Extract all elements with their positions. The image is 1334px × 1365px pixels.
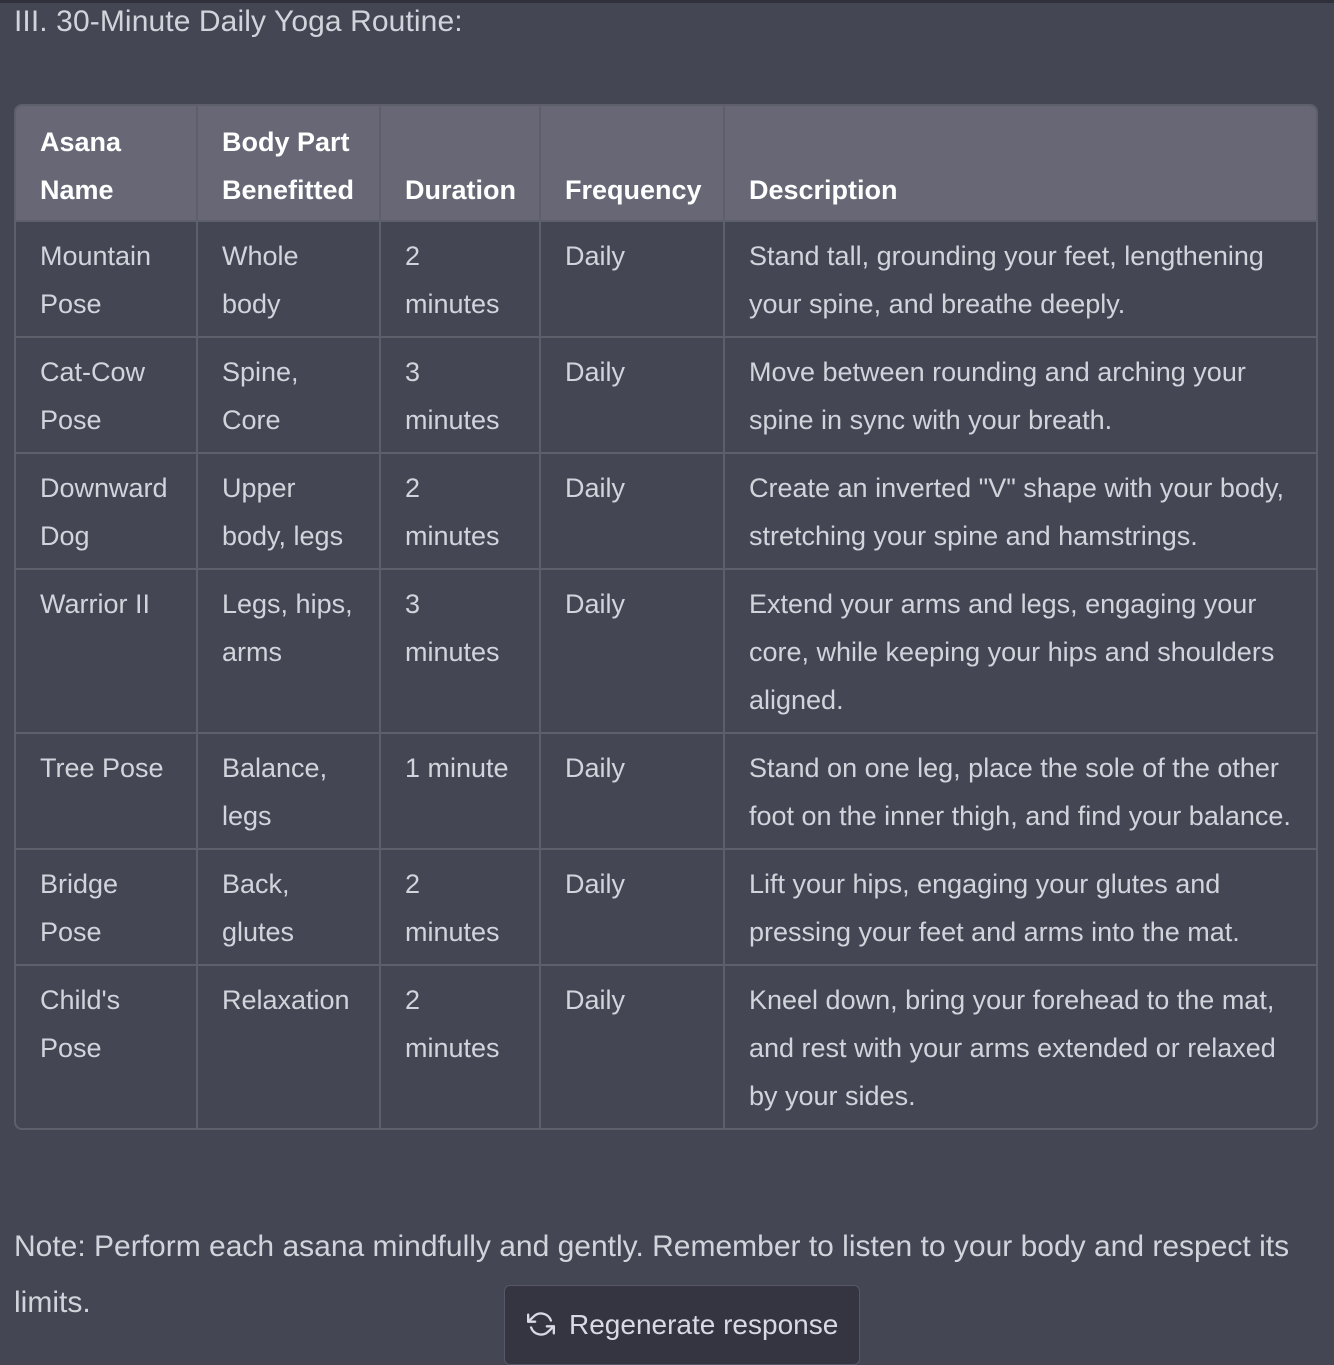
note-text: Note: Perform each asana mindfully and gently. Remember to listen to your body and respect its limits. [14,1230,1290,1319]
asana-cell: Bridge Pose [16,849,197,965]
body-part-cell: Relaxation [197,965,380,1128]
column-header-duration: Duration [380,106,540,221]
table-row [16,337,1316,453]
body-part-cell: Spine, Core [197,337,380,453]
asana-cell: Mountain Pose [16,221,197,337]
frequency-cell: Daily [540,569,724,733]
yoga-routine-table [14,104,1318,1130]
column-header-body-part: Body Part Benefitted [197,106,380,221]
table-row [16,221,1316,337]
duration-cell: 3 minutes [380,569,540,733]
description-cell: Lift your hips, engaging your glutes and pressing your feet and arms into the mat. [724,849,1316,965]
body-part-cell: Legs, hips, arms [197,569,380,733]
description-cell: Extend your arms and legs, engaging your core, while keeping your hips and shoulders aligned. [724,569,1316,733]
section-heading: III. 30-Minute Daily Yoga Routine: [14,5,463,38]
asana-cell: Downward Dog [16,453,197,569]
description-cell: Move between rounding and arching your spine in sync with your breath. [724,337,1316,453]
body-part-cell: Whole body [197,221,380,337]
frequency-cell: Daily [540,221,724,337]
duration-cell: 2 minutes [380,221,540,337]
duration-cell: 3 minutes [380,337,540,453]
frequency-cell: Daily [540,337,724,453]
frequency-cell: Daily [540,453,724,569]
description-cell: Create an inverted "V" shape with your body, stretching your spine and hamstrings. [724,453,1316,569]
table-row [16,733,1316,849]
duration-cell: 1 minute [380,733,540,849]
frequency-cell: Daily [540,849,724,965]
description-cell: Stand tall, grounding your feet, lengthening your spine, and breathe deeply. [724,221,1316,337]
regenerate-response-label: Regenerate response [569,1309,839,1340]
asana-cell: Child's Pose [16,965,197,1128]
frequency-cell: Daily [540,733,724,849]
body-part-cell: Balance, legs [197,733,380,849]
duration-cell: 2 minutes [380,965,540,1128]
table-row [16,965,1316,1128]
description-cell: Stand on one leg, place the sole of the other foot on the inner thigh, and find your balance. [724,733,1316,849]
regenerate-response-button[interactable] [504,1285,860,1365]
duration-cell: 2 minutes [380,453,540,569]
asana-cell: Cat-Cow Pose [16,337,197,453]
table-row [16,453,1316,569]
refresh-icon [527,1310,555,1338]
table-row [16,569,1316,733]
table-header-row [16,106,1316,221]
column-header-description: Description [724,106,1316,221]
frequency-cell: Daily [540,965,724,1128]
table-row [16,849,1316,965]
asana-cell: Tree Pose [16,733,197,849]
duration-cell: 2 minutes [380,849,540,965]
body-part-cell: Upper body, legs [197,453,380,569]
column-header-asana: Asana Name [16,106,197,221]
asana-cell: Warrior II [16,569,197,733]
column-header-frequency: Frequency [540,106,724,221]
body-part-cell: Back, glutes [197,849,380,965]
description-cell: Kneel down, bring your forehead to the mat, and rest with your arms extended or relaxed by your sides. [724,965,1316,1128]
